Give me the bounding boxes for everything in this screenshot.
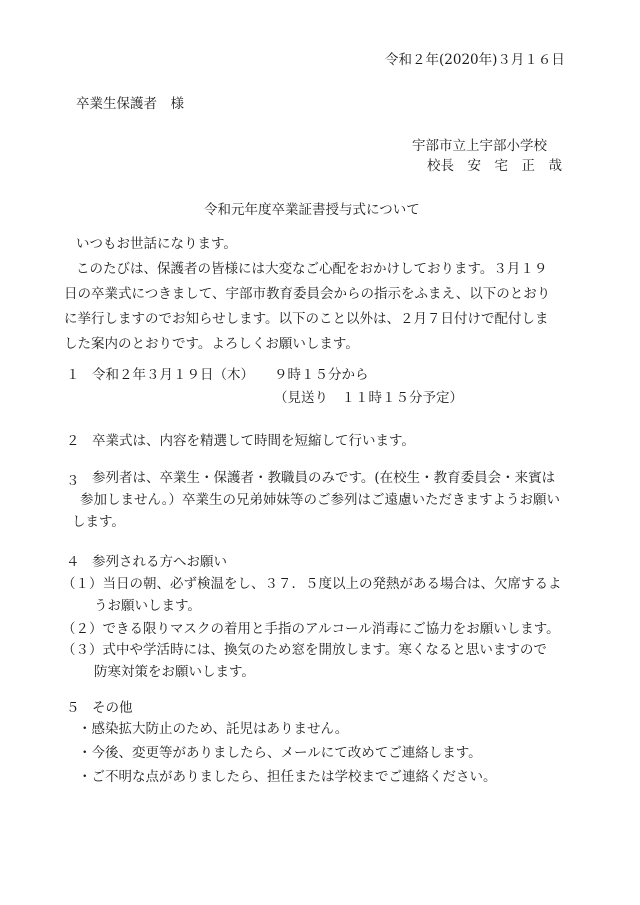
item-1-note: （見送り １１時１５分予定）: [274, 390, 463, 406]
bullet-item: ・今後、変更等がありましたら、メールにて改めてご連絡します。: [78, 745, 482, 761]
item-4-sub-1: [62, 573, 562, 617]
item-4-sub-1-line: うお願いします。: [94, 598, 201, 614]
item-4-number: ４: [66, 554, 80, 570]
sender-name: 校長 安 宅 正 哉: [427, 158, 562, 174]
item-4-heading: 参列される方へお願い: [92, 554, 227, 570]
document-date: 令和２年(2020年)３月１６日: [385, 52, 565, 68]
item-5-heading: その他: [92, 700, 133, 716]
intro-line: に挙行しますのでお知らせします。以下のこと以外は、２月７日付けで配付しま: [64, 311, 549, 327]
intro-greeting: いつもお世話になります。: [76, 236, 237, 252]
addressee: 卒業生保護者 様: [76, 96, 184, 112]
sender-organization: 宇部市立上宇部小学校: [412, 138, 547, 154]
intro-line: 日の卒業式につきまして、宇部市教育委員会からの指示をふまえ、以下のとおり: [64, 286, 551, 302]
intro-paragraph: [64, 257, 550, 357]
item-1-date: 令和２年３月１９日（木）: [92, 367, 254, 383]
item-2-text: 卒業式は、内容を精選して時間を短縮して行います。: [92, 433, 415, 449]
item-3-paragraph: [72, 467, 560, 533]
bullet-item: ・ご不明な点がありましたら、担任または学校までご連絡ください。: [78, 769, 497, 785]
item-5-bullets: [78, 717, 497, 789]
item-4-sub-2: （２）できる限りマスクの着用と手指のアルコール消毒にご協力をお願いします。: [62, 621, 560, 637]
item-4-sub-3-line: 防寒対策をお願いします。: [94, 664, 255, 680]
intro-line: した案内のとおりです。よろしくお願いします。: [64, 336, 359, 352]
item-4-sub-1-line: （１）当日の朝、必ず検温をし、３７．５度以上の発熱がある場合は、欠席するよ: [62, 576, 562, 592]
item-4-sub-3: [62, 639, 547, 683]
item-3-line: します。: [72, 514, 125, 530]
intro-line: このたびは、保護者の皆様には大変なご心配をおかけしております。３月１９: [76, 261, 548, 277]
item-3-line: 参加しません。）卒業生の兄弟姉妹等のご参列はご遠慮いただきますようお願い: [80, 492, 561, 508]
item-3-number: ３: [66, 473, 80, 489]
item-3-line: 参列者は、卒業生・保護者・教職員のみです。(在校生・教育委員会・来賓は: [92, 470, 556, 486]
item-1-number: １: [66, 367, 80, 383]
item-5-number: ５: [66, 700, 80, 716]
item-2-number: ２: [66, 433, 80, 449]
bullet-item: ・感染拡大防止のため、託児はありません。: [78, 721, 349, 737]
item-1-time: ９時１５分から: [274, 367, 369, 383]
item-4-sub-3-line: （３）式中や学活時には、換気のため窓を開放します。寒くなると思いますので: [62, 642, 547, 658]
document-title: 令和元年度卒業証書授与式について: [204, 202, 420, 218]
